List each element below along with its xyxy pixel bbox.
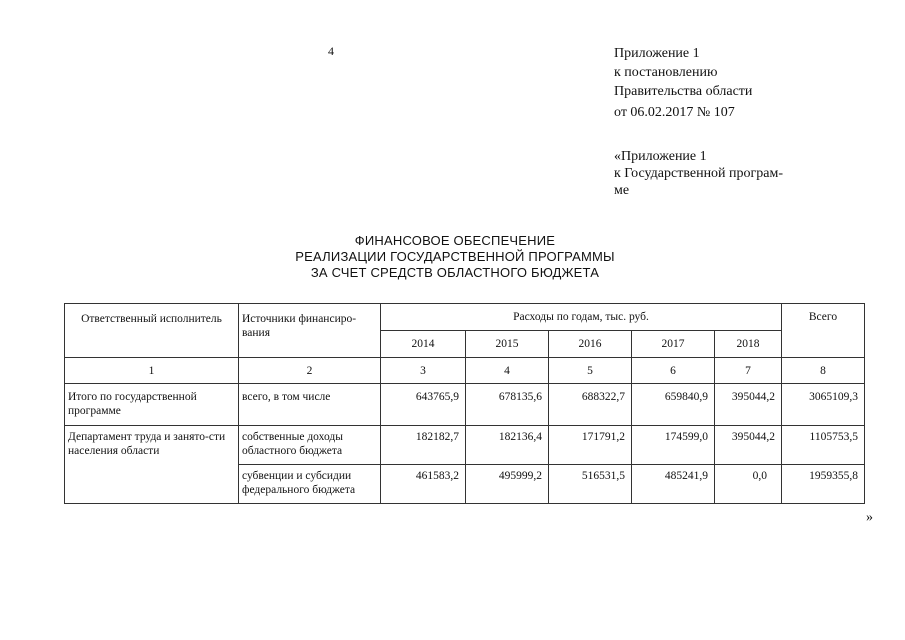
row-total: 1105753,5 <box>782 426 865 465</box>
row-value: 174599,0 <box>632 426 715 465</box>
header-year: 2014 <box>381 331 466 358</box>
row-total: 3065109,3 <box>782 384 865 426</box>
program-appendix <box>614 148 814 199</box>
row-value: 516531,5 <box>549 465 632 504</box>
row-value: 678135,6 <box>466 384 549 426</box>
column-number: 2 <box>239 358 381 384</box>
program-appendix-line-3: ме <box>614 183 630 198</box>
header-executor: Ответственный исполнитель <box>65 304 239 358</box>
title-line-3: ЗА СЧЕТ СРЕДСТВ ОБЛАСТНОГО БЮДЖЕТА <box>310 265 600 280</box>
row-source: собственные доходы областного бюджета <box>239 426 381 465</box>
column-number: 5 <box>549 358 632 384</box>
header-year: 2015 <box>466 331 549 358</box>
appendix-line-2: к постановлению <box>614 65 718 80</box>
column-number: 7 <box>715 358 782 384</box>
document-title <box>240 233 670 281</box>
table-row <box>65 426 865 465</box>
column-number: 1 <box>65 358 239 384</box>
header-expenses: Расходы по годам, тыс. руб. <box>381 304 782 331</box>
header-total: Всего <box>782 304 865 358</box>
row-value: 395044,2 <box>715 384 782 426</box>
title-line-2: РЕАЛИЗАЦИИ ГОСУДАРСТВЕННОЙ ПРОГРАММЫ <box>295 249 615 264</box>
row-value: 688322,7 <box>549 384 632 426</box>
row-executor: Итого по государственной программе <box>65 384 239 426</box>
column-number: 8 <box>782 358 865 384</box>
closing-quote: » <box>866 510 873 525</box>
row-source: субвенции и субсидии федерального бюджета <box>239 465 381 504</box>
appendix-line-3: Правительства области <box>614 84 753 99</box>
page-number: 4 <box>328 44 334 58</box>
program-appendix-line-1: «Приложение 1 <box>614 149 707 164</box>
row-value: 395044,2 <box>715 426 782 465</box>
row-value: 182182,7 <box>381 426 466 465</box>
header-year: 2016 <box>549 331 632 358</box>
row-source: всего, в том числе <box>239 384 381 426</box>
title-line-1: ФИНАНСОВОЕ ОБЕСПЕЧЕНИЕ <box>354 233 556 248</box>
column-number: 3 <box>381 358 466 384</box>
row-value: 182136,4 <box>466 426 549 465</box>
row-value: 485241,9 <box>632 465 715 504</box>
row-value: 495999,2 <box>466 465 549 504</box>
column-number: 4 <box>466 358 549 384</box>
row-value: 171791,2 <box>549 426 632 465</box>
row-value: 461583,2 <box>381 465 466 504</box>
appendix-line-1: Приложение 1 <box>614 46 700 61</box>
row-total: 1959355,8 <box>782 465 865 504</box>
row-value: 0,0 <box>715 465 782 504</box>
header-year: 2017 <box>632 331 715 358</box>
program-appendix-line-2: к Государственной програм- <box>614 166 784 181</box>
row-value: 659840,9 <box>632 384 715 426</box>
row-executor: Департамент труда и занято-сти населения области <box>65 426 239 504</box>
header-year: 2018 <box>715 331 782 358</box>
header-sources: Источники финансиро-вания <box>239 304 381 358</box>
table-row <box>65 384 865 426</box>
appendix-line-4: от 06.02.2017 № 107 <box>614 105 735 120</box>
row-value: 643765,9 <box>381 384 466 426</box>
financing-table <box>64 303 865 504</box>
appendix-header <box>614 44 814 122</box>
column-number: 6 <box>632 358 715 384</box>
